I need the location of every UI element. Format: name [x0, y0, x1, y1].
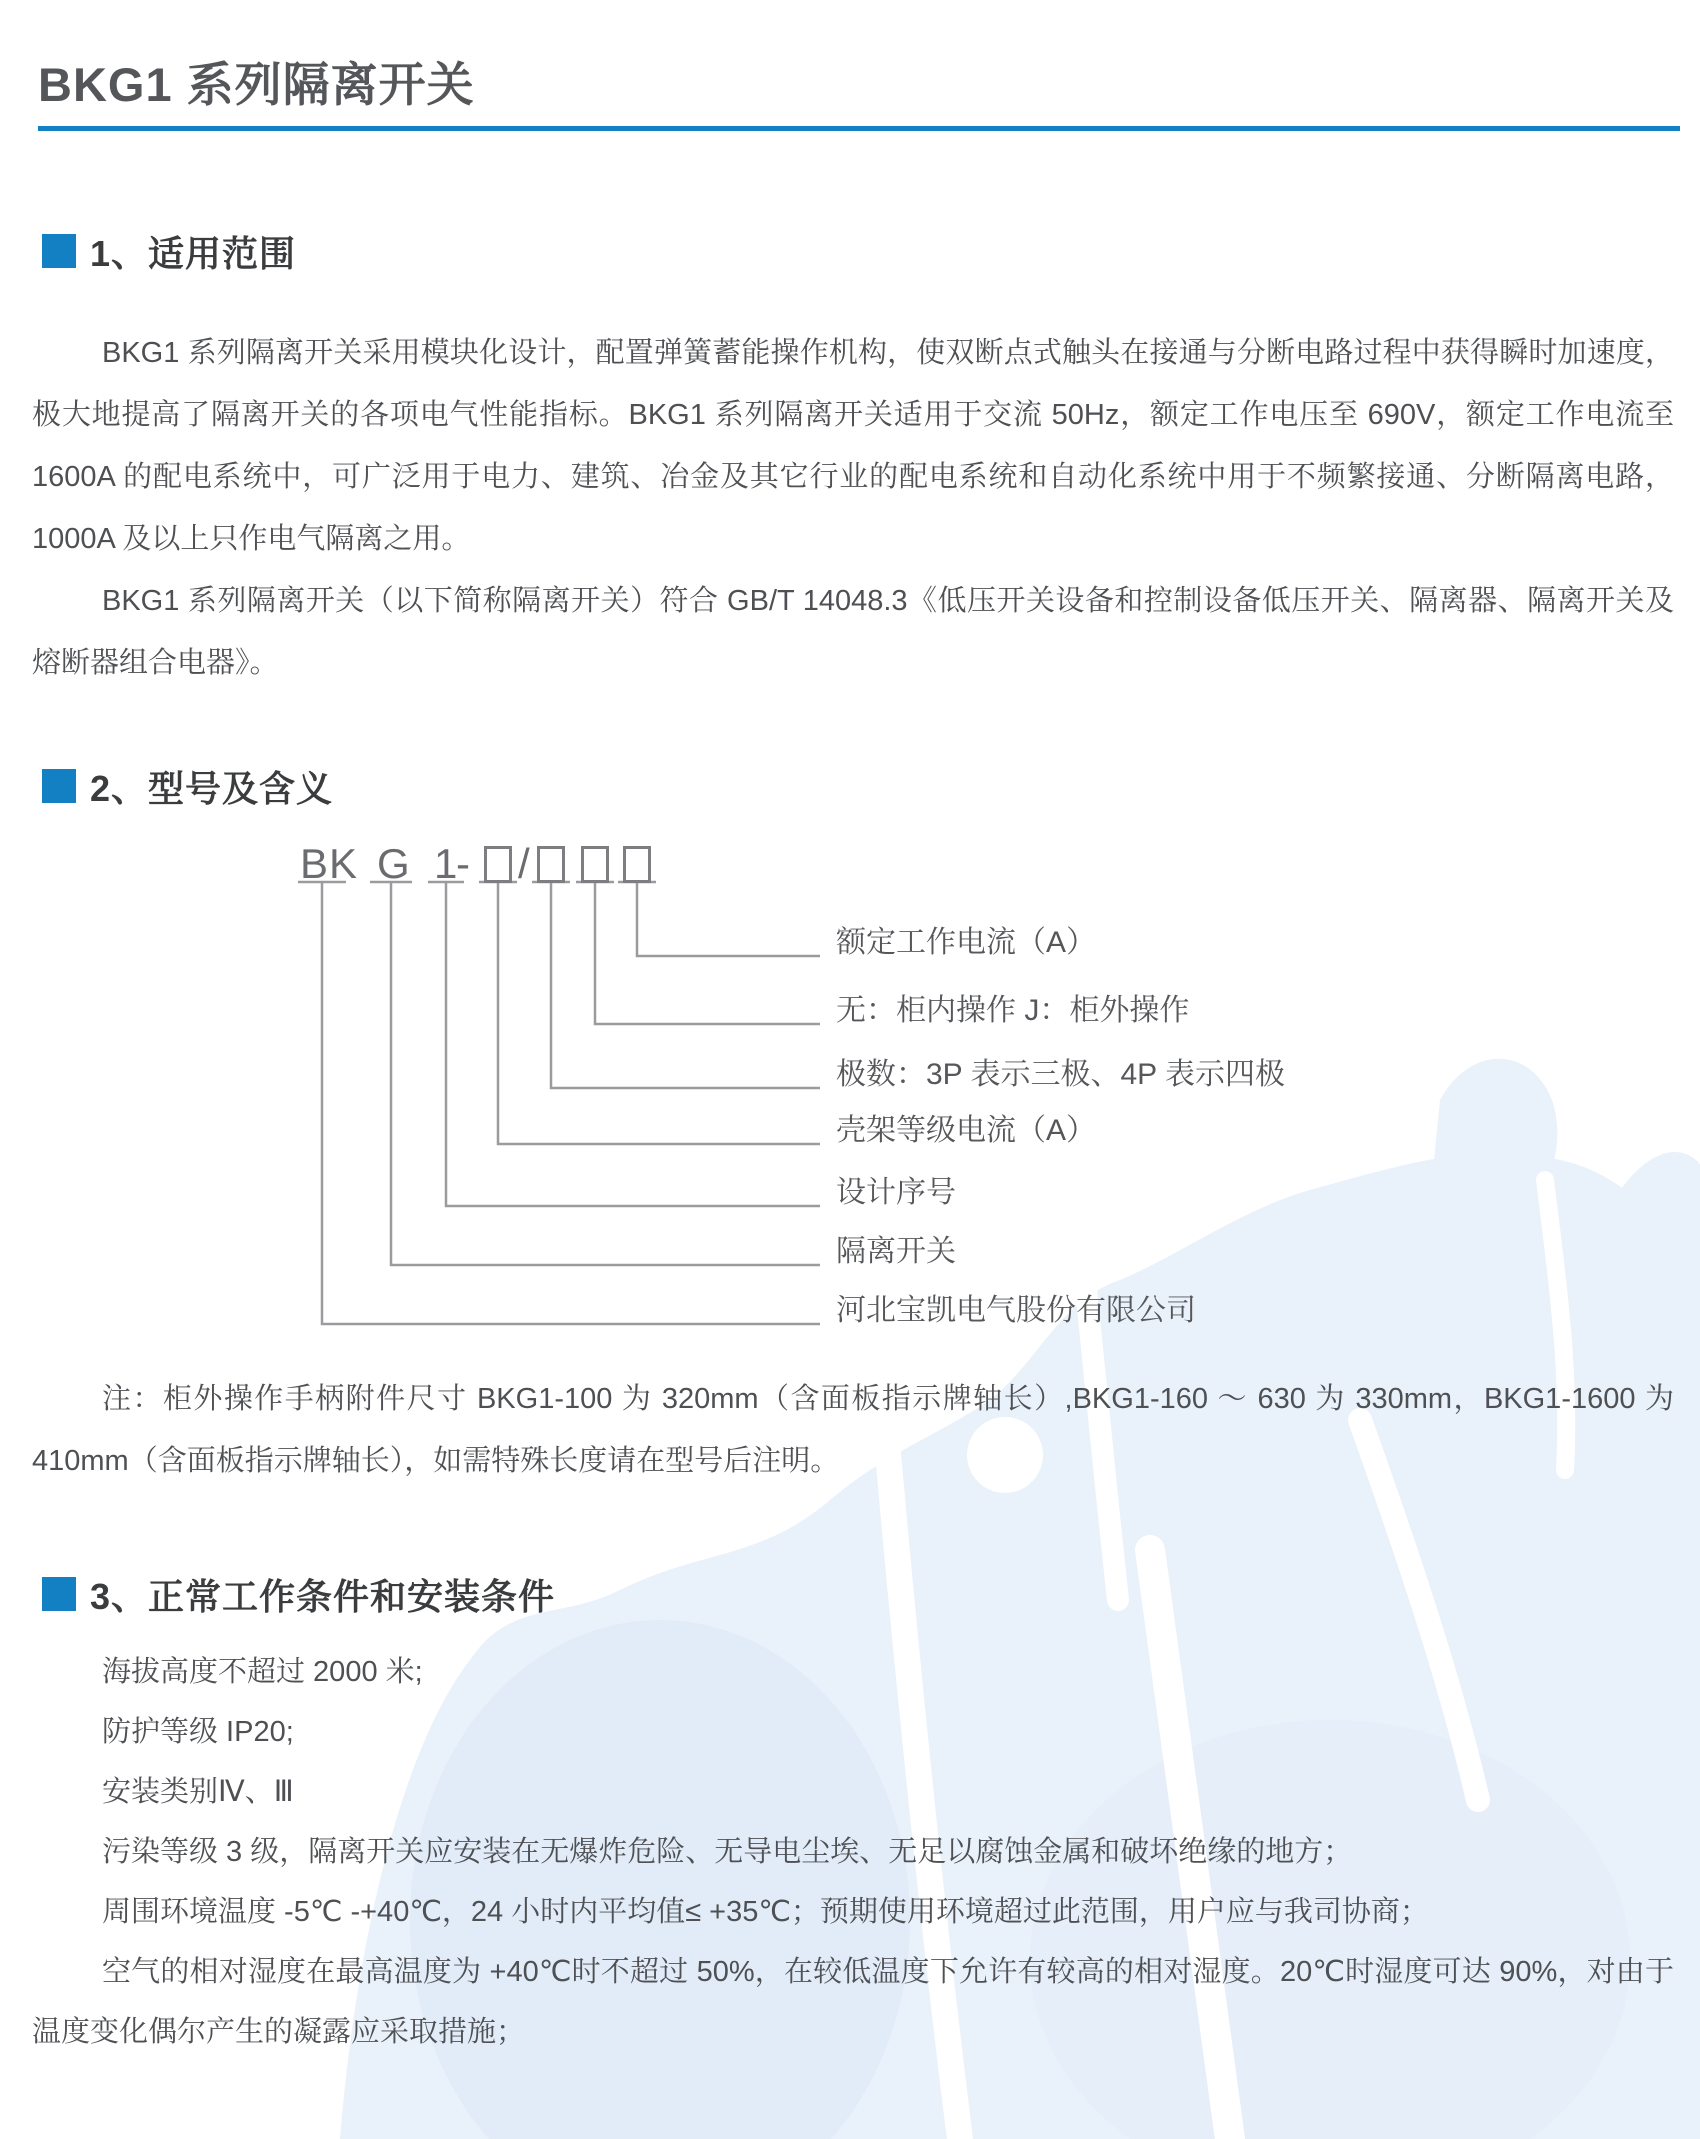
model-placeholder-box: [581, 846, 609, 883]
meaning-label-operation-type: 无：柜内操作 J：柜外操作: [836, 994, 1190, 1027]
section3-conditions-list: [32, 1642, 1674, 2062]
section1-body: [32, 322, 1674, 694]
model-note: 注：柜外操作手柄附件尺寸 BKG1-100 为 320mm（含面板指示牌轴长）,BKG1-160 ～ 630 为 330mm，BKG1-1600 为 410mm（含面板指示牌轴长），如需特殊长度请在型号后注明。: [32, 1383, 1674, 1477]
meaning-label-switch-type: 隔离开关: [836, 1235, 956, 1268]
condition-item: 污染等级 3 级，隔离开关应安装在无爆炸危险、无导电尘埃、无足以腐蚀金属和破坏绝缘的地方；: [102, 1836, 1353, 1868]
condition-item: 防护等级 IP20;: [102, 1716, 294, 1748]
model-part-g: G: [377, 840, 411, 887]
meaning-label-design-serial: 设计序号: [836, 1176, 956, 1209]
section-bullet-square-icon: [42, 234, 76, 268]
condition-item: 海拔高度不超过 2000 米;: [102, 1656, 423, 1688]
title-divider-rule: [38, 126, 1680, 131]
model-placeholder-box: [623, 846, 651, 883]
model-placeholder-box: [537, 846, 565, 883]
model-placeholder-box: [484, 846, 512, 883]
section1-heading: [42, 229, 296, 273]
section1-paragraph-1: BKG1 系列隔离开关采用模块化设计，配置弹簧蓄能操作机构，使双断点式触头在接通与分断电路过程中获得瞬时加速度，极大地提高了隔离开关的各项电气性能指标。BKG1 系列隔离开关适用于交流 50Hz，额定工作电压至 690V，额定工作电流至 1600A 的配电系统中，可广泛用于电力、建筑、冶金及其它行业的配电系统和自动化系统中用于不频繁接通、分断隔离电路，1000A 及以上只作电气隔离之用。: [32, 337, 1674, 555]
section-bullet-square-icon: [42, 1577, 76, 1611]
section1-title: 1、适用范围: [90, 232, 297, 274]
meaning-label-frame-current: 壳架等级电流（A）: [836, 1114, 1097, 1147]
section-bullet-square-icon: [42, 769, 76, 803]
model-slash: /: [518, 840, 531, 887]
model-part-bk: BK: [300, 840, 359, 887]
model-part-1: 1: [434, 840, 459, 887]
model-dash: -: [456, 840, 471, 887]
section2-heading: [42, 764, 333, 808]
condition-item: 空气的相对湿度在最高温度为 +40℃时不超过 50%，在较低温度下允许有较高的相对湿度。20℃时湿度可达 90%，对由于温度变化偶尔产生的凝露应采取措施；: [32, 1956, 1674, 2048]
section1-paragraph-2: BKG1 系列隔离开关（以下简称隔离开关）符合 GB/T 14048.3《低压开关设备和控制设备低压开关、隔离器、隔离开关及熔断器组合电器》。: [32, 585, 1674, 679]
page-title: BKG1 系列隔离开关: [38, 58, 475, 111]
section2-note-block: [32, 1368, 1674, 1492]
model-designation-diagram: [0, 830, 1400, 1375]
section2-title: 2、型号及含义: [90, 767, 334, 809]
condition-item: 安装类别Ⅳ、Ⅲ: [102, 1776, 294, 1808]
meaning-label-poles: 极数：3P 表示三极、4P 表示四极: [836, 1058, 1285, 1091]
meaning-label-company: 河北宝凯电气股份有限公司: [836, 1294, 1196, 1327]
section3-title: 3、正常工作条件和安装条件: [90, 1575, 556, 1617]
meaning-label-rated-current: 额定工作电流（A）: [836, 926, 1097, 959]
condition-item: 周围环境温度 -5℃ -+40℃，24 小时内平均值≤ +35℃；预期使用环境超过此范围，用户应与我司协商；: [102, 1896, 1429, 1928]
section3-heading: [42, 1572, 555, 1616]
